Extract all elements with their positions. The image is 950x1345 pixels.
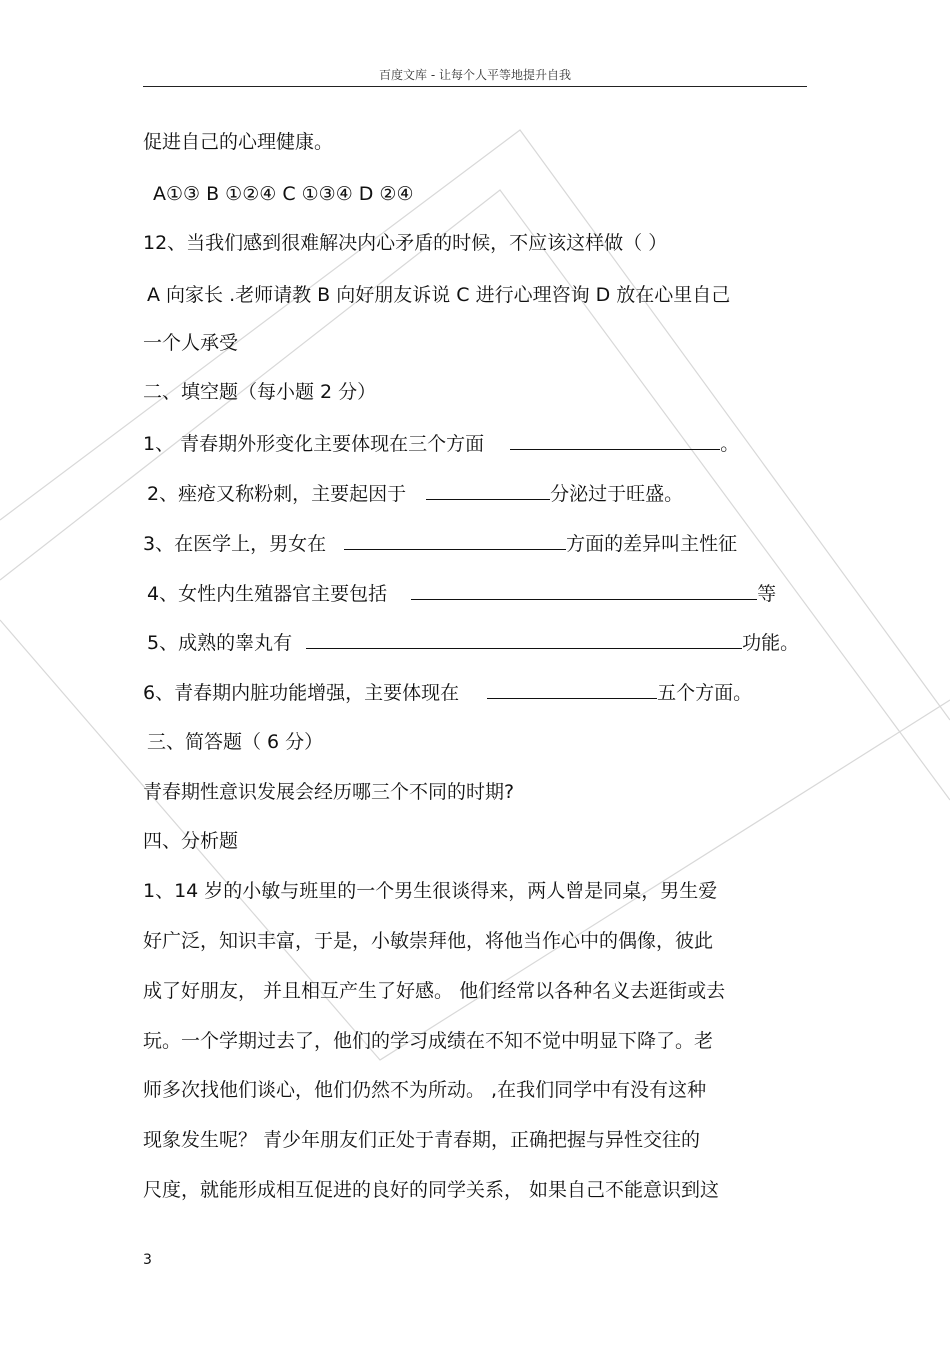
page-header: 百度文库 - 让每个人平等地提升自我	[379, 68, 571, 82]
fill-blank-5	[147, 630, 799, 655]
analysis-paragraph-line: 玩。一个学期过去了，他们的学习成绩在不知不觉中明显下降了。老	[143, 1030, 714, 1052]
fill-blank-4-text: 4、女性内生殖器官主要包括	[147, 583, 388, 605]
header-rule	[143, 86, 807, 87]
analysis-paragraph-line: 成了好朋友， 并且相互产生了好感。 他们经常以各种名义去逛街或去	[143, 980, 726, 1002]
analysis-paragraph-line: 好广泛，知识丰富，于是，小敏崇拜他，将他当作心中的偶像，彼此	[143, 930, 714, 952]
text-line: 促进自己的心理健康。	[143, 131, 334, 153]
analysis-paragraph-line: 师多次找他们谈心，他们仍然不为所动。 ,在我们同学中有没有这种	[143, 1079, 707, 1101]
fill-blank-4-end: 等	[757, 583, 777, 605]
section-heading-short-answer: 三、简答题（ 6 分）	[147, 731, 324, 753]
fill-blank-2	[147, 481, 683, 506]
section-heading-fill-blank: 二、填空题（每小题 2 分）	[143, 381, 377, 403]
fill-blank-4	[147, 581, 776, 606]
answer-blank	[306, 630, 742, 649]
answer-blank	[426, 481, 550, 500]
text-line: 一个人承受	[143, 332, 239, 354]
short-answer-question: 青春期性意识发展会经历哪三个不同的时期?	[143, 781, 515, 803]
fill-blank-2-end: 分泌过于旺盛。	[550, 483, 684, 505]
fill-blank-1-end: 。	[720, 433, 740, 455]
fill-blank-6-text: 6、青春期内脏功能增强，主要体现在	[143, 682, 460, 704]
fill-blank-3-end: 方面的差异叫主性征	[566, 533, 738, 555]
analysis-paragraph-line: 尺度，就能形成相互促进的良好的同学关系， 如果自己不能意识到这	[143, 1179, 720, 1201]
analysis-paragraph-line: 现象发生呢？ 青少年朋友们正处于青春期，正确把握与异性交往的	[143, 1129, 701, 1151]
fill-blank-5-end: 功能。	[742, 632, 800, 654]
question-12-options: A 向家长 .老师请教 B 向好朋友诉说 C 进行心理咨询 D 放在心里自己	[147, 284, 731, 306]
fill-blank-3	[143, 531, 737, 556]
answer-options: A①③ B ①②④ C ①③④ D ②④	[153, 183, 414, 205]
section-heading-analysis: 四、分析题	[143, 830, 239, 852]
answer-blank	[411, 581, 757, 600]
analysis-paragraph-line: 1、14 岁的小敏与班里的一个男生很谈得来，两人曾是同桌，男生爱	[143, 880, 718, 902]
fill-blank-5-text: 5、成熟的睾丸有	[147, 632, 293, 654]
page-number: 3	[143, 1252, 152, 1268]
fill-blank-3-text: 3、在医学上，男女在	[143, 533, 327, 555]
question-12: 12、当我们感到很难解决内心矛盾的时候，不应该这样做（ ）	[143, 232, 668, 254]
fill-blank-1-text: 1、 青春期外形变化主要体现在三个方面	[143, 433, 485, 455]
fill-blank-2-text: 2、痤疮又称粉刺，主要起因于	[147, 483, 407, 505]
answer-blank	[344, 531, 566, 550]
answer-blank	[510, 431, 720, 450]
fill-blank-6	[143, 680, 752, 705]
fill-blank-6-end: 五个方面。	[657, 682, 753, 704]
answer-blank	[487, 680, 657, 699]
fill-blank-1	[143, 431, 739, 456]
